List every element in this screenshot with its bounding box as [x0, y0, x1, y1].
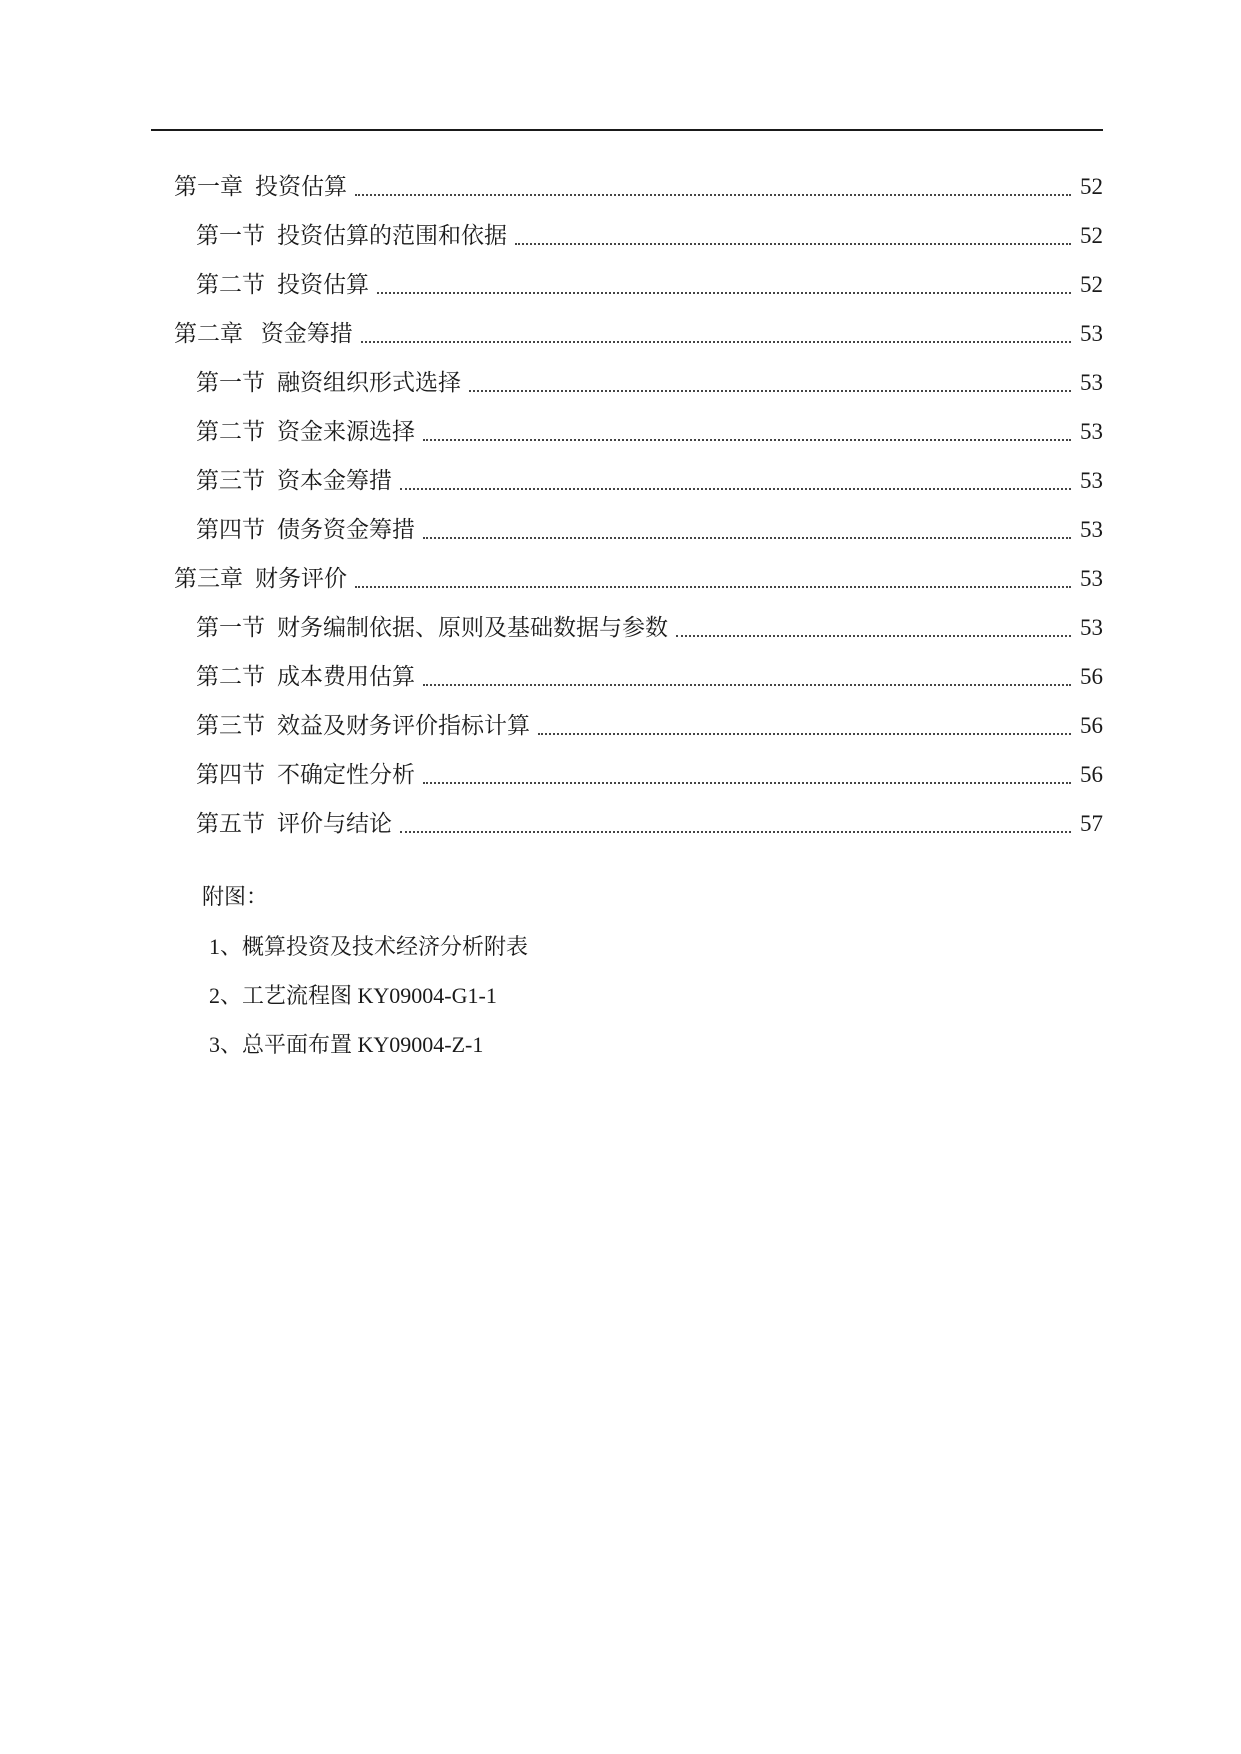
dot-leader — [355, 194, 1071, 196]
toc-page-number: 56 — [1080, 762, 1103, 787]
dot-leader — [423, 537, 1071, 539]
toc-entry-title: 投资估算 — [255, 174, 347, 199]
dot-leader — [538, 733, 1071, 735]
toc-entry-title: 投资估算 — [277, 272, 369, 297]
toc-entry-title: 资本金筹措 — [277, 468, 392, 493]
toc-page-number: 57 — [1080, 811, 1103, 836]
toc-section-row[interactable] — [0, 251, 1241, 300]
toc-section-row[interactable] — [0, 349, 1241, 398]
toc-entry-number: 第三章 — [174, 566, 243, 591]
appendix-item: 2、工艺流程图 KY09004-G1-1 — [209, 983, 497, 1008]
toc-entry-number: 第一章 — [174, 174, 243, 199]
dot-leader — [423, 439, 1071, 441]
toc-page-number: 56 — [1080, 664, 1103, 689]
toc-entry-number: 第一节 — [196, 370, 265, 395]
toc-section-row[interactable] — [0, 202, 1241, 251]
toc-entry-number: 第一节 — [196, 223, 265, 248]
toc-entry-title: 债务资金筹措 — [277, 517, 415, 542]
toc-chapter-row[interactable] — [0, 153, 1241, 202]
toc-page-number: 53 — [1080, 321, 1103, 346]
toc-entry-title: 效益及财务评价指标计算 — [277, 713, 530, 738]
dot-leader — [423, 684, 1071, 686]
toc-entry-number: 第一节 — [196, 615, 265, 640]
appendix-item: 3、总平面布置 KY09004-Z-1 — [209, 1032, 484, 1057]
toc-entry-title: 成本费用估算 — [277, 664, 415, 689]
toc-entry-title: 评价与结论 — [277, 811, 392, 836]
toc-section-row[interactable] — [0, 398, 1241, 447]
appendix-item: 1、概算投资及技术经济分析附表 — [209, 934, 529, 959]
toc-entry-title: 财务编制依据、原则及基础数据与参数 — [277, 615, 668, 640]
table-of-contents — [0, 153, 1241, 839]
toc-entry-number: 第二章 — [174, 321, 243, 346]
toc-section-row[interactable] — [0, 741, 1241, 790]
toc-section-row[interactable] — [0, 790, 1241, 839]
toc-entry-number: 第三节 — [196, 713, 265, 738]
toc-chapter-row[interactable] — [0, 300, 1241, 349]
dot-leader — [469, 390, 1071, 392]
dot-leader — [377, 292, 1071, 294]
dot-leader — [400, 488, 1071, 490]
toc-page-number: 53 — [1080, 370, 1103, 395]
toc-page-number: 53 — [1080, 615, 1103, 640]
toc-section-row[interactable] — [0, 496, 1241, 545]
toc-entry-title: 财务评价 — [255, 566, 347, 591]
dot-leader — [400, 831, 1071, 833]
toc-entry-title: 融资组织形式选择 — [277, 370, 461, 395]
header-rule — [151, 129, 1103, 131]
appendix-title: 附图： — [202, 884, 269, 909]
toc-page-number: 53 — [1080, 517, 1103, 542]
toc-entry-title: 投资估算的范围和依据 — [277, 223, 507, 248]
toc-page-number: 53 — [1080, 566, 1103, 591]
toc-entry-number: 第二节 — [196, 272, 265, 297]
toc-entry-number: 第三节 — [196, 468, 265, 493]
dot-leader — [515, 243, 1071, 245]
toc-section-row[interactable] — [0, 643, 1241, 692]
toc-entry-number: 第四节 — [196, 517, 265, 542]
toc-entry-number: 第四节 — [196, 762, 265, 787]
toc-section-row[interactable] — [0, 594, 1241, 643]
toc-entry-number: 第二节 — [196, 419, 265, 444]
dot-leader — [361, 341, 1071, 343]
toc-page-number: 52 — [1080, 223, 1103, 248]
toc-entry-number: 第二节 — [196, 664, 265, 689]
toc-section-row[interactable] — [0, 692, 1241, 741]
toc-entry-title: 资金筹措 — [255, 321, 353, 346]
toc-page-number: 52 — [1080, 174, 1103, 199]
toc-chapter-row[interactable] — [0, 545, 1241, 594]
toc-section-row[interactable] — [0, 447, 1241, 496]
toc-page-number: 52 — [1080, 272, 1103, 297]
dot-leader — [676, 635, 1071, 637]
toc-page-number: 53 — [1080, 419, 1103, 444]
toc-entry-title: 不确定性分析 — [277, 762, 415, 787]
toc-page-number: 53 — [1080, 468, 1103, 493]
dot-leader — [423, 782, 1071, 784]
toc-entry-title: 资金来源选择 — [277, 419, 415, 444]
toc-entry-number: 第五节 — [196, 811, 265, 836]
toc-page-number: 56 — [1080, 713, 1103, 738]
dot-leader — [355, 586, 1071, 588]
